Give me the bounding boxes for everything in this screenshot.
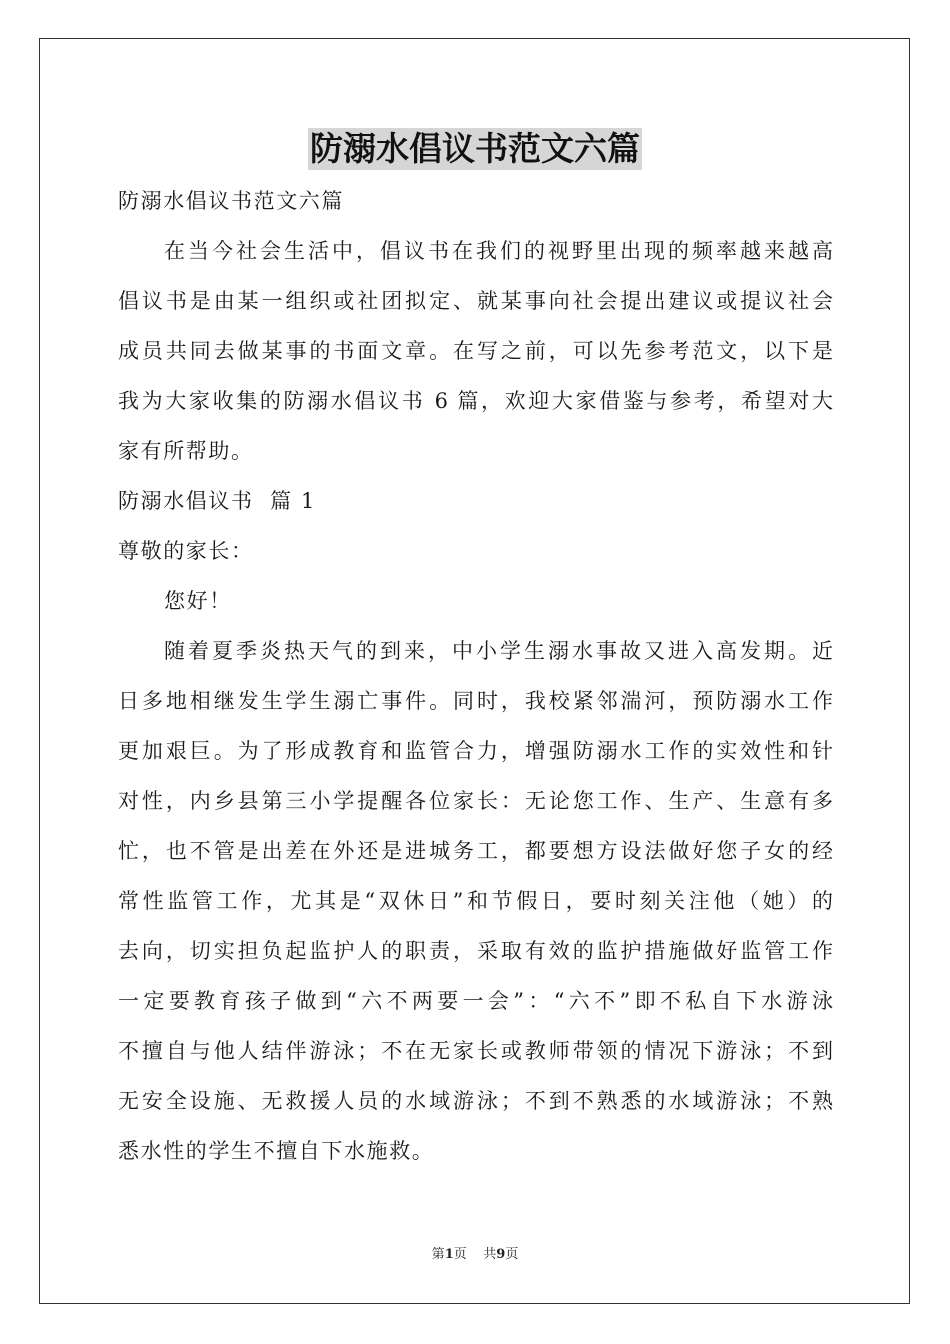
footer-page-total: 9 — [496, 1247, 506, 1262]
body-line: 日多地相继发生学生溺亡事件。同时，我校紧邻湍河，预防溺水工作 — [118, 689, 833, 713]
footer-suffix: 页 — [505, 1247, 519, 1262]
footer-prefix: 第 — [431, 1247, 445, 1262]
page-footer — [0, 1246, 950, 1264]
body-line: 常性监管工作，尤其是“双休日”和节假日，要时刻关注他（她）的 — [118, 889, 833, 913]
document-title: 防溺水倡议书范文六篇 — [310, 129, 640, 168]
footer-mid: 页 共 — [453, 1247, 497, 1262]
footer-page-current: 1 — [444, 1247, 454, 1262]
intro-line: 在当今社会生活中，倡议书在我们的视野里出现的频率越来越高 — [164, 239, 833, 263]
body-line: 不擅自与他人结伴游泳；不在无家长或教师带领的情况下游泳；不到 — [118, 1039, 833, 1063]
document-subtitle: 防溺水倡议书范文六篇 — [118, 189, 344, 213]
intro-line: 我为大家收集的防溺水倡议书 6 篇，欢迎大家借鉴与参考，希望对大 — [118, 389, 833, 413]
body-line: 悉水性的学生不擅自下水施救。 — [118, 1139, 435, 1163]
document-body — [118, 176, 833, 1176]
intro-line: 倡议书是由某一组织或社团拟定、就某事向社会提出建议或提议社会 — [118, 289, 833, 313]
body-line: 随着夏季炎热天气的到来，中小学生溺水事故又进入高发期。近 — [164, 639, 833, 663]
section-heading: 防溺水倡议书 篇 1 — [118, 489, 316, 513]
greeting: 您好！ — [164, 589, 232, 613]
body-line: 去向，切实担负起监护人的职责，采取有效的监护措施做好监管工作 — [118, 939, 833, 963]
body-line: 一定要教育孩子做到“六不两要一会”：“六不”即不私自下水游泳 — [118, 989, 833, 1013]
body-line: 无安全设施、无救援人员的水域游泳；不到不熟悉的水域游泳；不熟 — [118, 1089, 833, 1113]
body-line: 对性，内乡县第三小学提醒各位家长：无论您工作、生产、生意有多 — [118, 789, 833, 813]
title-wrapper — [0, 128, 950, 170]
body-line: 更加艰巨。为了形成教育和监管合力，增强防溺水工作的实效性和针 — [118, 739, 833, 763]
intro-line: 家有所帮助。 — [118, 439, 254, 463]
intro-line: 成员共同去做某事的书面文章。在写之前，可以先参考范文，以下是 — [118, 339, 833, 363]
salutation: 尊敬的家长： — [118, 539, 254, 563]
body-line: 忙，也不管是出差在外还是进城务工，都要想方设法做好您子女的经 — [118, 839, 833, 863]
